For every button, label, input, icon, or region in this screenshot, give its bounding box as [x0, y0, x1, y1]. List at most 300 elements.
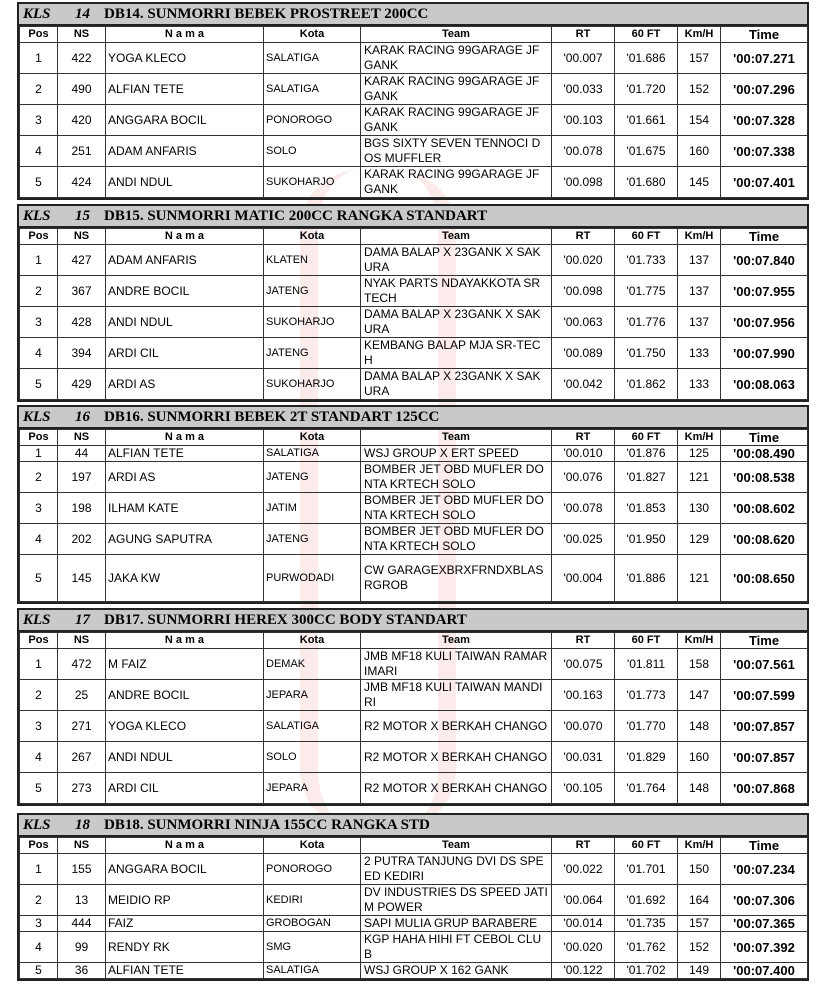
cell-pos: 5 [20, 369, 58, 400]
cell-kota: JATENG [264, 524, 361, 555]
table-row [20, 885, 808, 916]
cell-time: '00:08.650 [721, 555, 808, 602]
column-header-time: Time [721, 229, 808, 245]
cell-team: KARAK RACING 99GARAGE JF GANK [361, 167, 552, 198]
column-header-kota: Kota [264, 430, 361, 446]
column-header-nama: N a m a [106, 229, 264, 245]
kls-label: KLS [23, 612, 51, 628]
cell-ft60: '01.762 [615, 932, 678, 963]
column-header-ns: NS [58, 430, 106, 446]
column-header-nama: N a m a [106, 27, 264, 43]
cell-pos: 4 [20, 338, 58, 369]
column-header-kmh: Km/H [678, 633, 721, 649]
cell-ns: 13 [58, 885, 106, 916]
cell-pos: 4 [20, 136, 58, 167]
column-header-team: Team [361, 838, 552, 854]
cell-nama: ANDI NDUL [106, 307, 264, 338]
cell-ns: 202 [58, 524, 106, 555]
cell-rt: '00.042 [552, 369, 615, 400]
cell-rt: '00.010 [552, 446, 615, 462]
column-header-team: Team [361, 633, 552, 649]
cell-rt: '00.075 [552, 649, 615, 680]
table-row [20, 711, 808, 742]
cell-kmh: 149 [678, 963, 721, 979]
cell-ft60: '01.886 [615, 555, 678, 602]
cell-ft60: '01.661 [615, 105, 678, 136]
column-header-kota: Kota [264, 27, 361, 43]
cell-time: '00:07.401 [721, 167, 808, 198]
cell-kota: SALATIGA [264, 711, 361, 742]
cell-time: '00:07.338 [721, 136, 808, 167]
column-header-kota: Kota [264, 633, 361, 649]
cell-ns: 429 [58, 369, 106, 400]
cell-kota: SOLO [264, 136, 361, 167]
cell-team: JMB MF18 KULI TAIWAN RAMARIMARI [361, 649, 552, 680]
class-block [17, 2, 809, 200]
column-header-kmh: Km/H [678, 838, 721, 854]
cell-pos: 4 [20, 742, 58, 773]
cell-kmh: 145 [678, 167, 721, 198]
cell-ft60: '01.675 [615, 136, 678, 167]
cell-ns: 273 [58, 773, 106, 804]
cell-rt: '00.020 [552, 932, 615, 963]
cell-kota: JEPARA [264, 773, 361, 804]
cell-ns: 428 [58, 307, 106, 338]
cell-ft60: '01.862 [615, 369, 678, 400]
cell-ft60: '01.827 [615, 462, 678, 493]
cell-pos: 3 [20, 711, 58, 742]
table-row [20, 136, 808, 167]
table-row [20, 245, 808, 276]
table-row [20, 493, 808, 524]
cell-team: DV INDUSTRIES DS SPEED JATIM POWER [361, 885, 552, 916]
table-row [20, 916, 808, 932]
cell-pos: 1 [20, 854, 58, 885]
column-header-kota: Kota [264, 229, 361, 245]
class-header [19, 407, 807, 429]
cell-team: DAMA BALAP X 23GANK X SAKURA [361, 245, 552, 276]
cell-kmh: 164 [678, 885, 721, 916]
cell-team: BOMBER JET OBD MUFLER DONTA KRTECH SOLO [361, 462, 552, 493]
column-header-rt: RT [552, 633, 615, 649]
cell-team: CW GARAGEXBRXFRNDXBLASRGROB [361, 555, 552, 602]
cell-kota: JEPARA [264, 680, 361, 711]
cell-ft60: '01.702 [615, 963, 678, 979]
cell-nama: ARDI CIL [106, 773, 264, 804]
cell-pos: 3 [20, 916, 58, 932]
cell-kota: JATENG [264, 462, 361, 493]
cell-nama: ANDI NDUL [106, 742, 264, 773]
column-header-ns: NS [58, 229, 106, 245]
class-block [17, 204, 809, 402]
table-row [20, 369, 808, 400]
cell-nama: YOGA KLECO [106, 43, 264, 74]
cell-team: KGP HAHA HIHI FT CEBOL CLUB [361, 932, 552, 963]
cell-pos: 5 [20, 167, 58, 198]
cell-time: '00:08.063 [721, 369, 808, 400]
cell-kmh: 125 [678, 446, 721, 462]
results-table [19, 228, 808, 400]
cell-ft60: '01.950 [615, 524, 678, 555]
cell-team: WSJ GROUP X ERT SPEED [361, 446, 552, 462]
column-header-pos: Pos [20, 633, 58, 649]
cell-time: '00:07.306 [721, 885, 808, 916]
cell-ft60: '01.764 [615, 773, 678, 804]
cell-time: '00:07.392 [721, 932, 808, 963]
column-header-ns: NS [58, 838, 106, 854]
cell-ns: 25 [58, 680, 106, 711]
table-row [20, 307, 808, 338]
column-header-ft60: 60 FT [615, 633, 678, 649]
cell-kmh: 129 [678, 524, 721, 555]
cell-nama: ADAM ANFARIS [106, 245, 264, 276]
table-row [20, 338, 808, 369]
column-header-nama: N a m a [106, 633, 264, 649]
cell-kota: DEMAK [264, 649, 361, 680]
cell-kota: KEDIRI [264, 885, 361, 916]
cell-ns: 145 [58, 555, 106, 602]
cell-ft60: '01.701 [615, 854, 678, 885]
class-number: 18 [75, 817, 90, 833]
cell-team: KEMBANG BALAP MJA SR-TECH [361, 338, 552, 369]
column-header-rt: RT [552, 430, 615, 446]
cell-team: NYAK PARTS NDAYAKKOTA SR TECH [361, 276, 552, 307]
cell-ft60: '01.811 [615, 649, 678, 680]
cell-nama: ANGGARA BOCIL [106, 854, 264, 885]
cell-kota: SALATIGA [264, 963, 361, 979]
cell-ns: 422 [58, 43, 106, 74]
cell-nama: ALFIAN TETE [106, 963, 264, 979]
cell-rt: '00.014 [552, 916, 615, 932]
table-row [20, 524, 808, 555]
kls-label: KLS [23, 6, 51, 22]
cell-nama: RENDY RK [106, 932, 264, 963]
cell-rt: '00.063 [552, 307, 615, 338]
cell-ns: 155 [58, 854, 106, 885]
cell-time: '00:07.599 [721, 680, 808, 711]
cell-rt: '00.078 [552, 493, 615, 524]
table-row [20, 680, 808, 711]
cell-ns: 367 [58, 276, 106, 307]
column-header-row [20, 633, 808, 649]
cell-kmh: 121 [678, 555, 721, 602]
cell-rt: '00.089 [552, 338, 615, 369]
cell-team: JMB MF18 KULI TAIWAN MANDIRI [361, 680, 552, 711]
cell-pos: 2 [20, 680, 58, 711]
cell-ft60: '01.776 [615, 307, 678, 338]
cell-ft60: '01.735 [615, 916, 678, 932]
class-block [17, 608, 809, 806]
cell-ns: 197 [58, 462, 106, 493]
column-header-ft60: 60 FT [615, 430, 678, 446]
cell-kmh: 133 [678, 338, 721, 369]
cell-time: '00:08.602 [721, 493, 808, 524]
table-row [20, 446, 808, 462]
class-number: 16 [75, 409, 90, 425]
cell-kmh: 121 [678, 462, 721, 493]
table-row [20, 773, 808, 804]
cell-kota: SUKOHARJO [264, 369, 361, 400]
cell-rt: '00.004 [552, 555, 615, 602]
cell-rt: '00.078 [552, 136, 615, 167]
cell-nama: ALFIAN TETE [106, 74, 264, 105]
kls-label: KLS [23, 409, 51, 425]
column-header-ft60: 60 FT [615, 838, 678, 854]
cell-ns: 394 [58, 338, 106, 369]
cell-kmh: 152 [678, 932, 721, 963]
cell-kmh: 160 [678, 742, 721, 773]
cell-kmh: 157 [678, 43, 721, 74]
cell-kota: SOLO [264, 742, 361, 773]
column-header-time: Time [721, 633, 808, 649]
cell-ft60: '01.686 [615, 43, 678, 74]
column-header-kmh: Km/H [678, 229, 721, 245]
cell-rt: '00.025 [552, 524, 615, 555]
table-row [20, 462, 808, 493]
cell-pos: 3 [20, 105, 58, 136]
cell-kmh: 133 [678, 369, 721, 400]
cell-pos: 1 [20, 446, 58, 462]
cell-ns: 251 [58, 136, 106, 167]
class-title: DB14. SUNMORRI BEBEK PROSTREET 200CC [104, 6, 429, 22]
table-row [20, 555, 808, 602]
cell-pos: 5 [20, 963, 58, 979]
cell-pos: 1 [20, 245, 58, 276]
class-title: DB17. SUNMORRI HEREX 300CC BODY STANDART [104, 612, 467, 628]
cell-nama: MEIDIO RP [106, 885, 264, 916]
cell-kota: GROBOGAN [264, 916, 361, 932]
cell-time: '00:07.955 [721, 276, 808, 307]
column-header-ns: NS [58, 633, 106, 649]
cell-ns: 420 [58, 105, 106, 136]
cell-nama: YOGA KLECO [106, 711, 264, 742]
cell-team: BGS SIXTY SEVEN TENNOCI DOS MUFFLER [361, 136, 552, 167]
cell-nama: AGUNG SAPUTRA [106, 524, 264, 555]
cell-kmh: 157 [678, 916, 721, 932]
class-header [19, 610, 807, 632]
cell-kota: PONOROGO [264, 105, 361, 136]
table-row [20, 43, 808, 74]
table-row [20, 742, 808, 773]
cell-time: '00:07.400 [721, 963, 808, 979]
cell-ns: 271 [58, 711, 106, 742]
class-number: 17 [75, 612, 90, 628]
cell-nama: ILHAM KATE [106, 493, 264, 524]
cell-rt: '00.070 [552, 711, 615, 742]
cell-nama: ANGGARA BOCIL [106, 105, 264, 136]
cell-kota: SMG [264, 932, 361, 963]
cell-team: R2 MOTOR X BERKAH CHANGO [361, 742, 552, 773]
cell-ns: 444 [58, 916, 106, 932]
cell-kota: JATENG [264, 276, 361, 307]
column-header-rt: RT [552, 838, 615, 854]
cell-kmh: 137 [678, 276, 721, 307]
cell-rt: '00.105 [552, 773, 615, 804]
cell-kota: JATENG [264, 338, 361, 369]
results-table [19, 26, 808, 198]
column-header-ft60: 60 FT [615, 229, 678, 245]
column-header-kmh: Km/H [678, 27, 721, 43]
cell-team: SAPI MULIA GRUP BARABERE [361, 916, 552, 932]
cell-kmh: 148 [678, 773, 721, 804]
cell-team: DAMA BALAP X 23GANK X SAKURA [361, 307, 552, 338]
cell-nama: ANDRE BOCIL [106, 276, 264, 307]
results-table [19, 429, 808, 602]
class-header [19, 206, 807, 228]
cell-kmh: 160 [678, 136, 721, 167]
cell-team: DAMA BALAP X 23GANK X SAKURA [361, 369, 552, 400]
column-header-team: Team [361, 430, 552, 446]
cell-ns: 36 [58, 963, 106, 979]
column-header-row [20, 27, 808, 43]
cell-time: '00:07.857 [721, 711, 808, 742]
cell-kota: PONOROGO [264, 854, 361, 885]
cell-ns: 44 [58, 446, 106, 462]
cell-time: '00:07.990 [721, 338, 808, 369]
cell-pos: 3 [20, 493, 58, 524]
class-title: DB16. SUNMORRI BEBEK 2T STANDART 125CC [104, 409, 440, 425]
cell-ns: 424 [58, 167, 106, 198]
cell-team: R2 MOTOR X BERKAH CHANGO [361, 711, 552, 742]
cell-nama: M FAIZ [106, 649, 264, 680]
cell-time: '00:07.840 [721, 245, 808, 276]
cell-rt: '00.020 [552, 245, 615, 276]
cell-team: KARAK RACING 99GARAGE JF GANK [361, 43, 552, 74]
cell-ns: 427 [58, 245, 106, 276]
table-row [20, 74, 808, 105]
table-row [20, 649, 808, 680]
table-row [20, 105, 808, 136]
cell-time: '00:07.365 [721, 916, 808, 932]
cell-nama: ARDI AS [106, 462, 264, 493]
cell-time: '00:08.620 [721, 524, 808, 555]
cell-rt: '00.122 [552, 963, 615, 979]
cell-kota: SUKOHARJO [264, 307, 361, 338]
cell-ns: 99 [58, 932, 106, 963]
table-row [20, 276, 808, 307]
cell-kmh: 154 [678, 105, 721, 136]
cell-kmh: 137 [678, 307, 721, 338]
table-row [20, 167, 808, 198]
cell-kmh: 137 [678, 245, 721, 276]
cell-pos: 2 [20, 74, 58, 105]
cell-rt: '00.031 [552, 742, 615, 773]
cell-nama: ARDI AS [106, 369, 264, 400]
table-row [20, 854, 808, 885]
cell-ft60: '01.733 [615, 245, 678, 276]
class-block [17, 813, 809, 981]
cell-kota: SALATIGA [264, 43, 361, 74]
cell-nama: ADAM ANFARIS [106, 136, 264, 167]
column-header-pos: Pos [20, 838, 58, 854]
cell-ft60: '01.775 [615, 276, 678, 307]
class-header [19, 4, 807, 26]
cell-kmh: 148 [678, 711, 721, 742]
class-title: DB18. SUNMORRI NINJA 155CC RANGKA STD [104, 817, 430, 833]
column-header-pos: Pos [20, 430, 58, 446]
cell-team: BOMBER JET OBD MUFLER DONTA KRTECH SOLO [361, 493, 552, 524]
cell-kota: KLATEN [264, 245, 361, 276]
cell-rt: '00.064 [552, 885, 615, 916]
cell-pos: 1 [20, 649, 58, 680]
column-header-time: Time [721, 27, 808, 43]
cell-team: R2 MOTOR X BERKAH CHANGO [361, 773, 552, 804]
cell-kmh: 158 [678, 649, 721, 680]
cell-nama: ALFIAN TETE [106, 446, 264, 462]
cell-rt: '00.076 [552, 462, 615, 493]
cell-ft60: '01.770 [615, 711, 678, 742]
cell-rt: '00.022 [552, 854, 615, 885]
cell-ft60: '01.773 [615, 680, 678, 711]
cell-ns: 198 [58, 493, 106, 524]
class-number: 14 [75, 6, 90, 22]
column-header-team: Team [361, 27, 552, 43]
column-header-kota: Kota [264, 838, 361, 854]
kls-label: KLS [23, 208, 51, 224]
class-number: 15 [75, 208, 90, 224]
cell-pos: 3 [20, 307, 58, 338]
cell-pos: 5 [20, 773, 58, 804]
cell-pos: 2 [20, 276, 58, 307]
column-header-row [20, 838, 808, 854]
cell-rt: '00.098 [552, 167, 615, 198]
cell-ft60: '01.692 [615, 885, 678, 916]
cell-time: '00:07.328 [721, 105, 808, 136]
cell-ns: 490 [58, 74, 106, 105]
cell-ft60: '01.750 [615, 338, 678, 369]
cell-ns: 267 [58, 742, 106, 773]
cell-time: '00:07.271 [721, 43, 808, 74]
cell-kota: PURWODADI [264, 555, 361, 602]
cell-kmh: 130 [678, 493, 721, 524]
cell-rt: '00.098 [552, 276, 615, 307]
column-header-rt: RT [552, 27, 615, 43]
cell-kmh: 152 [678, 74, 721, 105]
cell-nama: FAIZ [106, 916, 264, 932]
cell-kota: SALATIGA [264, 74, 361, 105]
cell-nama: ANDI NDUL [106, 167, 264, 198]
kls-label: KLS [23, 817, 51, 833]
cell-ft60: '01.853 [615, 493, 678, 524]
column-header-ft60: 60 FT [615, 27, 678, 43]
results-table [19, 837, 808, 979]
class-title: DB15. SUNMORRI MATIC 200CC RANGKA STANDART [104, 208, 488, 224]
column-header-time: Time [721, 838, 808, 854]
cell-time: '00:07.296 [721, 74, 808, 105]
cell-rt: '00.007 [552, 43, 615, 74]
class-block [17, 405, 809, 604]
cell-team: 2 PUTRA TANJUNG DVI DS SPEED KEDIRI [361, 854, 552, 885]
column-header-time: Time [721, 430, 808, 446]
cell-team: WSJ GROUP X 162 GANK [361, 963, 552, 979]
cell-rt: '00.033 [552, 74, 615, 105]
cell-time: '00:08.490 [721, 446, 808, 462]
column-header-kmh: Km/H [678, 430, 721, 446]
cell-pos: 4 [20, 932, 58, 963]
cell-time: '00:07.234 [721, 854, 808, 885]
cell-nama: ANDRE BOCIL [106, 680, 264, 711]
class-header [19, 815, 807, 837]
cell-team: KARAK RACING 99GARAGE JF GANK [361, 74, 552, 105]
column-header-rt: RT [552, 229, 615, 245]
results-table [19, 632, 808, 804]
cell-nama: ARDI CIL [106, 338, 264, 369]
cell-kmh: 147 [678, 680, 721, 711]
column-header-nama: N a m a [106, 430, 264, 446]
cell-pos: 1 [20, 43, 58, 74]
cell-time: '00:07.561 [721, 649, 808, 680]
cell-pos: 2 [20, 462, 58, 493]
